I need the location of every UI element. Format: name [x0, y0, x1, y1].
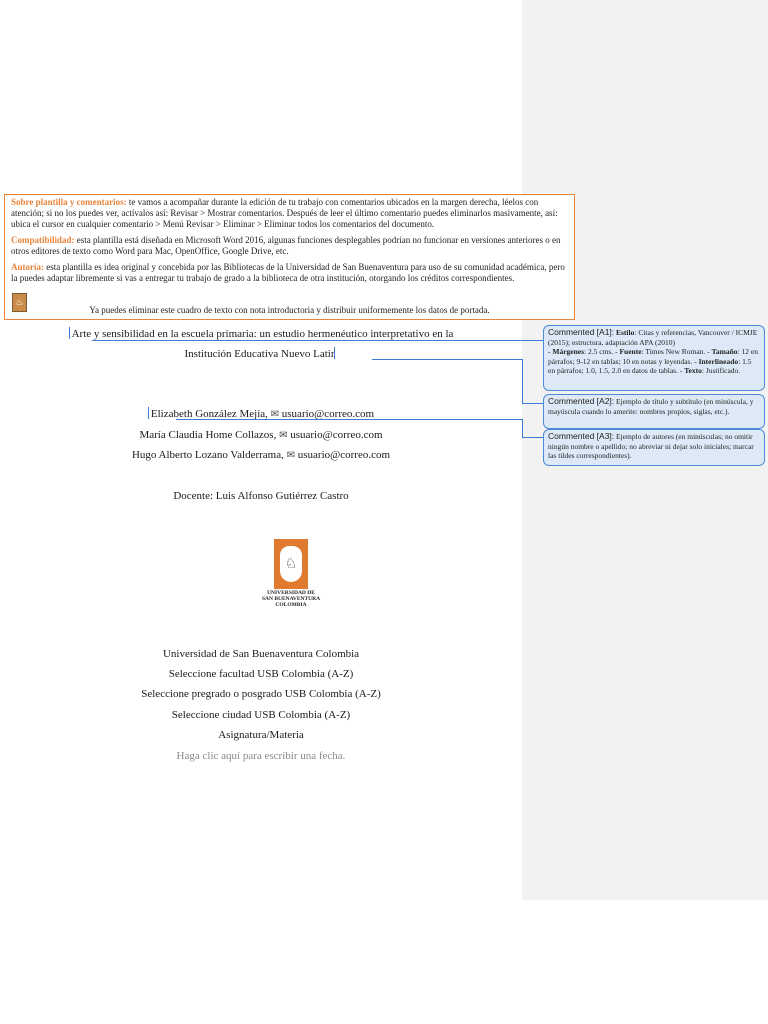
comment-connector-a2-end	[522, 403, 543, 404]
title-line-2[interactable]: Institución Educativa Nuevo Latir	[0, 347, 522, 361]
docente[interactable]: Docente: Luis Alfonso Gutiérrez Castro	[173, 490, 349, 502]
faculty-select[interactable]: Seleccione facultad USB Colombia (A-Z)	[168, 668, 354, 680]
comment-connector-a2	[372, 359, 522, 360]
mail-icon: ✉	[286, 450, 295, 461]
intro-final-note: Ya puedes eliminar este cuadro de texto con nota introductoria y distribuir uniformemente los datos de portada.	[89, 305, 490, 315]
author-2[interactable]: María Claudia Home Collazos, ✉ usuario@correo.com	[139, 429, 383, 441]
comment-connector-a3	[176, 419, 522, 420]
comment-connector-a2-vertical	[522, 359, 523, 403]
intro-autoria: Autoría: esta plantilla es idea original y concebida por las Bibliotecas de la Universidad de San Buenaventura para uso de su comunidad académica, pero la puedes adaptar libremente si vas a entregar tu trabajo de grado a la biblioteca de otra institución, otorgando los créditos correspondientes.	[11, 262, 565, 283]
intro-plantilla: Sobre plantilla y comentarios: te vamos a acompañar durante la edición de tu trabajo con comentarios ubicados en la margen derecha, léelos con atención; si no los puedes ver, actívalos así: Revisar > Mostrar comentarios. Después de leer el último comentario puedes eliminarlos masivamente, así: ubica el cursor en cualquier comentario > Menú Revisar > Eliminar > Eliminar todos los comentarios del documento.	[11, 197, 558, 229]
mail-icon: ✉	[279, 430, 288, 441]
intro-compatibilidad: Compatibilidad: esta plantilla está diseñada en Microsoft Word 2016, algunas funciones desplegables podrían no funcionar en versiones anteriores o en otros editores de texto como Word para Mac, OpenOffice, Google Drive, etc.	[11, 235, 561, 256]
comment-a3[interactable]: Commented [A3]: Ejemplo de autores (en minúsculas; no omitir ningún nombre o apellido; no abreviar ni dejar solo iniciales; marcar las tildes correspondientes).	[543, 429, 765, 466]
comment-a2[interactable]: Commented [A2]: Ejemplo de título y subtítulo (en minúscula, y mayúscula cuando lo amerite: nombres propios, siglas, etc.).	[543, 394, 765, 429]
university-name[interactable]: Universidad de San Buenaventura Colombia	[162, 648, 360, 660]
subject-field[interactable]: Asignatura/Materia	[218, 729, 304, 741]
document-icon: ♨	[12, 293, 27, 312]
date-picker[interactable]: Haga clic aquí para escribir una fecha.	[176, 750, 346, 762]
title-line-1[interactable]: Arte y sensibilidad en la escuela primaria: un estudio hermenéutico interpretativo en la	[0, 327, 522, 341]
logo-caption: UNIVERSIDAD DE SAN BUENAVENTURA COLOMBIA	[261, 590, 321, 608]
comment-connector-a3-vertical	[522, 419, 523, 437]
city-select[interactable]: Seleccione ciudad USB Colombia (A-Z)	[171, 709, 351, 721]
comment-connector-a3-end	[522, 437, 543, 438]
author-1[interactable]: Elizabeth González Mejía, ✉ usuario@correo.com	[0, 407, 522, 422]
university-logo	[274, 539, 308, 589]
program-select[interactable]: Seleccione pregrado o posgrado USB Colombia (A-Z)	[141, 688, 381, 700]
comment-anchor-a2-end	[334, 347, 337, 359]
author-3[interactable]: Hugo Alberto Lozano Valderrama, ✉ usuario@correo.com	[131, 449, 391, 461]
comment-a1[interactable]: Commented [A1]: Estilo: Citas y referencias, Vancouver / ICMJE (2015); estructura, adaptación APA (2010) - Márgenes: 2.5 cms. - Fuente: Times New Roman. - Tamaño: 12 en párrafos; 9-12 en tablas; 10 en notas y leyendas. - Interlineado: 1.5 en párrafos; 1.0, 1.5, 2.0 en datos de tablas. - Texto: Justificado.	[543, 325, 765, 391]
intro-text-box[interactable]	[4, 194, 575, 320]
mail-icon: ✉	[270, 409, 280, 420]
seal-icon: ♘	[280, 546, 302, 582]
comment-connector-a1	[92, 340, 543, 341]
